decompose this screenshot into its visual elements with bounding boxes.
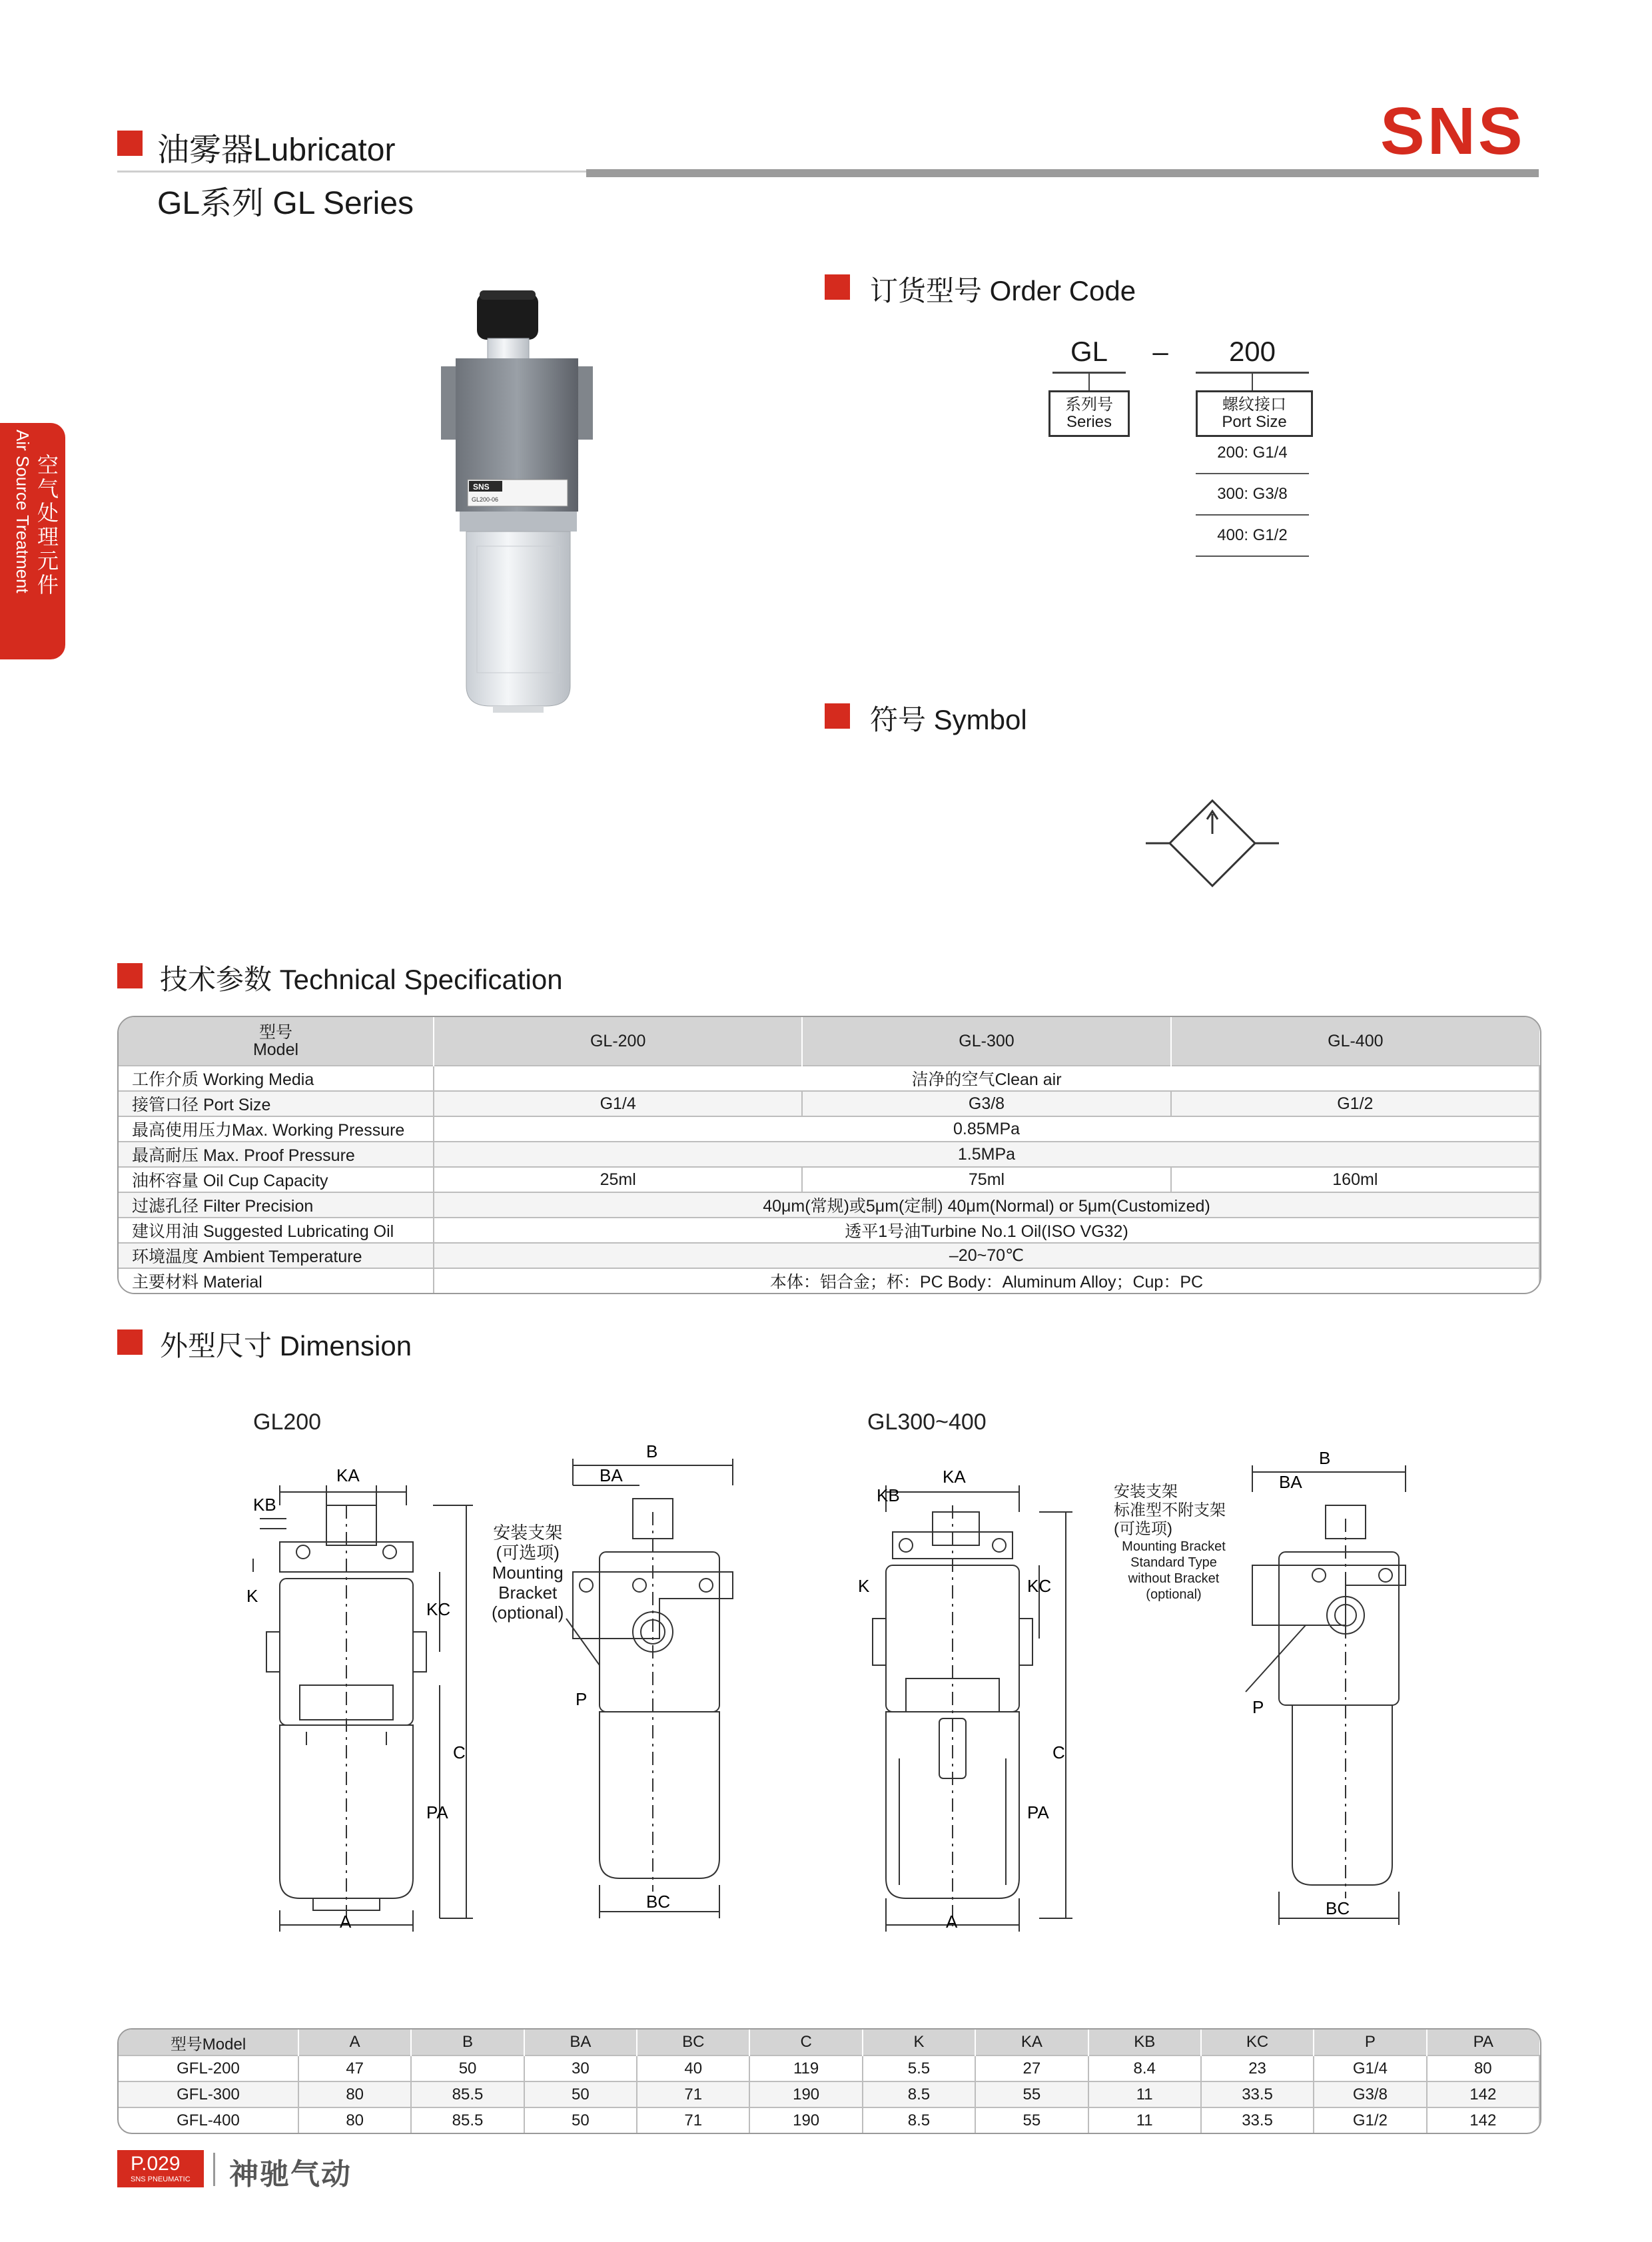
dim-cell: 55 <box>975 2081 1088 2107</box>
spec-value: –20~70℃ <box>434 1243 1539 1268</box>
order-code-marker <box>825 274 850 300</box>
dim-ba: BA <box>1279 1472 1302 1492</box>
side-tab-en: Air Source Treatment <box>13 430 33 593</box>
bracket2-label: 安装支架 <box>1114 1483 1178 1501</box>
spec-header-model: 型号 Model <box>119 1017 434 1066</box>
page-number-badge <box>117 2150 204 2187</box>
dim-header: KB <box>1088 2030 1201 2055</box>
dim-cell: 80 <box>298 2081 411 2107</box>
spec-label: 环境温度 Ambient Temperature <box>119 1243 434 1268</box>
spec-label: 最高耐压 Max. Proof Pressure <box>119 1142 434 1167</box>
order-code-title: 订货型号 Order Code <box>870 275 1136 306</box>
dim-pa: PA <box>1027 1802 1049 1822</box>
bracket2-label: (可选项) <box>1114 1520 1172 1538</box>
dim-header-row <box>119 2030 1539 2055</box>
dim-kc: KC <box>426 1599 451 1619</box>
dimension-marker <box>117 1329 143 1355</box>
dim-header: KC <box>1201 2030 1314 2055</box>
dim-header: A <box>298 2030 411 2055</box>
spec-value: 1.5MPa <box>434 1142 1539 1167</box>
dim-bc: BC <box>1326 1898 1350 1918</box>
dim-cell: 50 <box>524 2081 637 2107</box>
dim-cell: 33.5 <box>1201 2107 1314 2133</box>
order-dash: – <box>1152 336 1168 367</box>
spec-label: 油杯容量 Oil Cup Capacity <box>119 1167 434 1192</box>
footer-brand-en: SNS PNEUMATIC <box>131 2175 191 2183</box>
dim-cell: 40 <box>637 2055 749 2081</box>
footer-divider <box>213 2153 215 2186</box>
dim-cell: 5.5 <box>863 2055 975 2081</box>
symbol-title: 符号 Symbol <box>870 704 1027 735</box>
dim-pa: PA <box>426 1802 448 1822</box>
brand-logo: SNS <box>1380 94 1525 169</box>
dim-a: A <box>946 1912 958 1932</box>
dim-k: K <box>858 1576 870 1596</box>
gl300-front-drawing <box>846 1465 1099 1938</box>
dim-b: B <box>1319 1452 1331 1468</box>
dim-cell: 80 <box>298 2107 411 2133</box>
dim-kc: KC <box>1027 1576 1052 1596</box>
order-series-box <box>1048 390 1130 437</box>
dim-cell: 119 <box>749 2055 862 2081</box>
spec-value: G1/2 <box>1171 1091 1539 1116</box>
spec-row <box>119 1218 1539 1243</box>
dim-c: C <box>1052 1742 1065 1762</box>
dim-cell: 142 <box>1427 2107 1539 2133</box>
product-label-model: GL200-06 <box>472 496 499 503</box>
dim-cell: G1/2 <box>1314 2107 1426 2133</box>
dim-header: BC <box>637 2030 749 2055</box>
order-series-stem <box>1088 373 1090 390</box>
dim-bc: BC <box>646 1892 671 1912</box>
spec-row <box>119 1167 1539 1192</box>
order-series-label-en: Series <box>1066 413 1112 431</box>
dim-cell: 27 <box>975 2055 1088 2081</box>
spec-row <box>119 1192 1539 1218</box>
order-option-divider <box>1196 514 1309 516</box>
dim-row <box>119 2107 1539 2133</box>
spec-table <box>117 1016 1541 1294</box>
dim-header: B <box>411 2030 524 2055</box>
dimension-title: 外型尺寸 Dimension <box>160 1330 412 1361</box>
dim-b: B <box>646 1445 658 1461</box>
dim-cell: 85.5 <box>411 2081 524 2107</box>
order-option-200: 200: G1/4 <box>1217 444 1288 462</box>
spec-value: 75ml <box>802 1167 1170 1192</box>
dim-cell: GFL-300 <box>119 2081 298 2107</box>
dim-ka: KA <box>943 1467 966 1487</box>
spec-value: 洁净的空气Clean air <box>434 1066 1539 1091</box>
bracket-label: (optional) <box>492 1603 564 1623</box>
order-option-400: 400: G1/2 <box>1217 526 1288 544</box>
symbol-marker <box>825 703 850 729</box>
order-size-stem <box>1252 373 1253 390</box>
page-number: P.029 <box>131 2153 181 2175</box>
dim-cell: 11 <box>1088 2081 1201 2107</box>
gl200-side-drawing <box>560 1445 746 1925</box>
spec-label: 主要材料 Material <box>119 1268 434 1293</box>
spec-value: G1/4 <box>434 1091 802 1116</box>
dim-cell: 8.5 <box>863 2107 975 2133</box>
order-port-box <box>1196 390 1313 437</box>
spec-row <box>119 1142 1539 1167</box>
dim-cell: 50 <box>524 2107 637 2133</box>
dim-header: K <box>863 2030 975 2055</box>
dim-cell: 55 <box>975 2107 1088 2133</box>
order-port-label-en: Port Size <box>1222 413 1287 431</box>
bracket2-callout <box>1114 1483 1234 1603</box>
gl300-side-drawing <box>1239 1452 1426 1932</box>
dim-cell: 190 <box>749 2107 862 2133</box>
spec-value: 本体：铝合金；杯：PC Body：Aluminum Alloy；Cup：PC <box>434 1268 1539 1293</box>
dim-header: 型号Model <box>119 2030 298 2055</box>
dim-header: C <box>749 2030 862 2055</box>
dim-header: PA <box>1427 2030 1539 2055</box>
dim-cell: 71 <box>637 2107 749 2133</box>
dim-header: BA <box>524 2030 637 2055</box>
dim-cell: GFL-400 <box>119 2107 298 2133</box>
spec-row <box>119 1066 1539 1091</box>
bracket2-label: 标准型不附支架 <box>1114 1501 1226 1519</box>
gl200-front-drawing <box>240 1465 493 1932</box>
dim-cell: 8.4 <box>1088 2055 1201 2081</box>
title-marker <box>117 131 143 156</box>
page-title: 油雾器Lubricator <box>157 133 396 168</box>
order-series-code: GL <box>1070 336 1108 367</box>
dim-cell: 80 <box>1427 2055 1539 2081</box>
side-tab-cn: 空气处理元件 <box>37 453 59 597</box>
bracket-label: (可选项) <box>496 1543 560 1563</box>
dim-cell: G1/4 <box>1314 2055 1426 2081</box>
dim-kb: KB <box>877 1485 900 1505</box>
spec-label: 接管口径 Port Size <box>119 1091 434 1116</box>
header-rule-bold <box>586 169 1539 177</box>
spec-label: 工作介质 Working Media <box>119 1066 434 1091</box>
spec-row <box>119 1116 1539 1142</box>
dim-a: A <box>340 1912 352 1932</box>
dim-p: P <box>576 1689 588 1709</box>
dim-cell: 11 <box>1088 2107 1201 2133</box>
spec-value: 0.85MPa <box>434 1116 1539 1142</box>
bracket2-label: without Bracket <box>1128 1571 1220 1586</box>
order-size-code: 200 <box>1228 336 1276 367</box>
bracket-label: Bracket <box>498 1583 558 1603</box>
spec-value: 透平1号油Turbine No.1 Oil(ISO VG32) <box>434 1218 1539 1243</box>
spec-header-row <box>119 1017 1539 1066</box>
spec-header-gl400: GL-400 <box>1171 1017 1539 1066</box>
dim-cell: 50 <box>411 2055 524 2081</box>
bracket2-label: Standard Type <box>1130 1555 1217 1570</box>
spec-row <box>119 1091 1539 1116</box>
dim-header: KA <box>975 2030 1088 2055</box>
dim-cell: 30 <box>524 2055 637 2081</box>
spec-label: 建议用油 Suggested Lubricating Oil <box>119 1218 434 1243</box>
gl300-label: GL300~400 <box>867 1409 987 1435</box>
order-option-divider <box>1196 473 1309 474</box>
dim-cell: GFL-200 <box>119 2055 298 2081</box>
spec-row <box>119 1268 1539 1293</box>
spec-row <box>119 1243 1539 1268</box>
dim-c: C <box>453 1742 466 1762</box>
dim-cell: 23 <box>1201 2055 1314 2081</box>
bracket-label: Mounting <box>492 1563 564 1583</box>
order-port-label-cn: 螺纹接口 <box>1222 396 1286 414</box>
bracket-callout <box>492 1523 564 1623</box>
dim-k: K <box>246 1586 258 1606</box>
dim-ba: BA <box>600 1465 623 1485</box>
dimension-table <box>117 2028 1541 2134</box>
spec-value: G3/8 <box>802 1091 1170 1116</box>
spec-value: 25ml <box>434 1167 802 1192</box>
spec-header-gl300: GL-300 <box>802 1017 1170 1066</box>
dim-header: P <box>1314 2030 1426 2055</box>
spec-value: 160ml <box>1171 1167 1539 1192</box>
order-option-divider <box>1196 556 1309 557</box>
dim-kb: KB <box>253 1495 276 1515</box>
dim-cell: 71 <box>637 2081 749 2107</box>
bracket2-label: Mounting Bracket <box>1122 1539 1226 1554</box>
order-series-label-cn: 系列号 <box>1065 396 1113 414</box>
dim-p: P <box>1252 1697 1264 1717</box>
dim-cell: 85.5 <box>411 2107 524 2133</box>
bracket-label: 安装支架 <box>493 1523 563 1543</box>
lubricator-symbol <box>1146 797 1279 890</box>
spec-value: 40μm(常规)或5μm(定制) 40μm(Normal) or 5μm(Customized) <box>434 1192 1539 1218</box>
dim-ka: KA <box>336 1465 360 1485</box>
dim-row <box>119 2055 1539 2081</box>
product-label-brand: SNS <box>473 482 490 492</box>
gl200-label: GL200 <box>253 1409 322 1435</box>
spec-header-gl200: GL-200 <box>434 1017 802 1066</box>
dim-cell: 142 <box>1427 2081 1539 2107</box>
dim-cell: 190 <box>749 2081 862 2107</box>
product-photo <box>413 280 613 713</box>
dim-cell: 33.5 <box>1201 2081 1314 2107</box>
dim-cell: G3/8 <box>1314 2081 1426 2107</box>
page-subtitle: GL系列 GL Series <box>157 186 414 221</box>
dim-row <box>119 2081 1539 2107</box>
footer-brand-cn: 神驰气动 <box>229 2158 352 2191</box>
dim-cell: 8.5 <box>863 2081 975 2107</box>
order-option-300: 300: G3/8 <box>1217 485 1288 503</box>
spec-title: 技术参数 Technical Specification <box>160 964 563 995</box>
bracket2-label: (optional) <box>1146 1587 1202 1602</box>
spec-marker <box>117 963 143 988</box>
spec-label: 最高使用压力Max. Working Pressure <box>119 1116 434 1142</box>
spec-label: 过滤孔径 Filter Precision <box>119 1192 434 1218</box>
dim-cell: 47 <box>298 2055 411 2081</box>
